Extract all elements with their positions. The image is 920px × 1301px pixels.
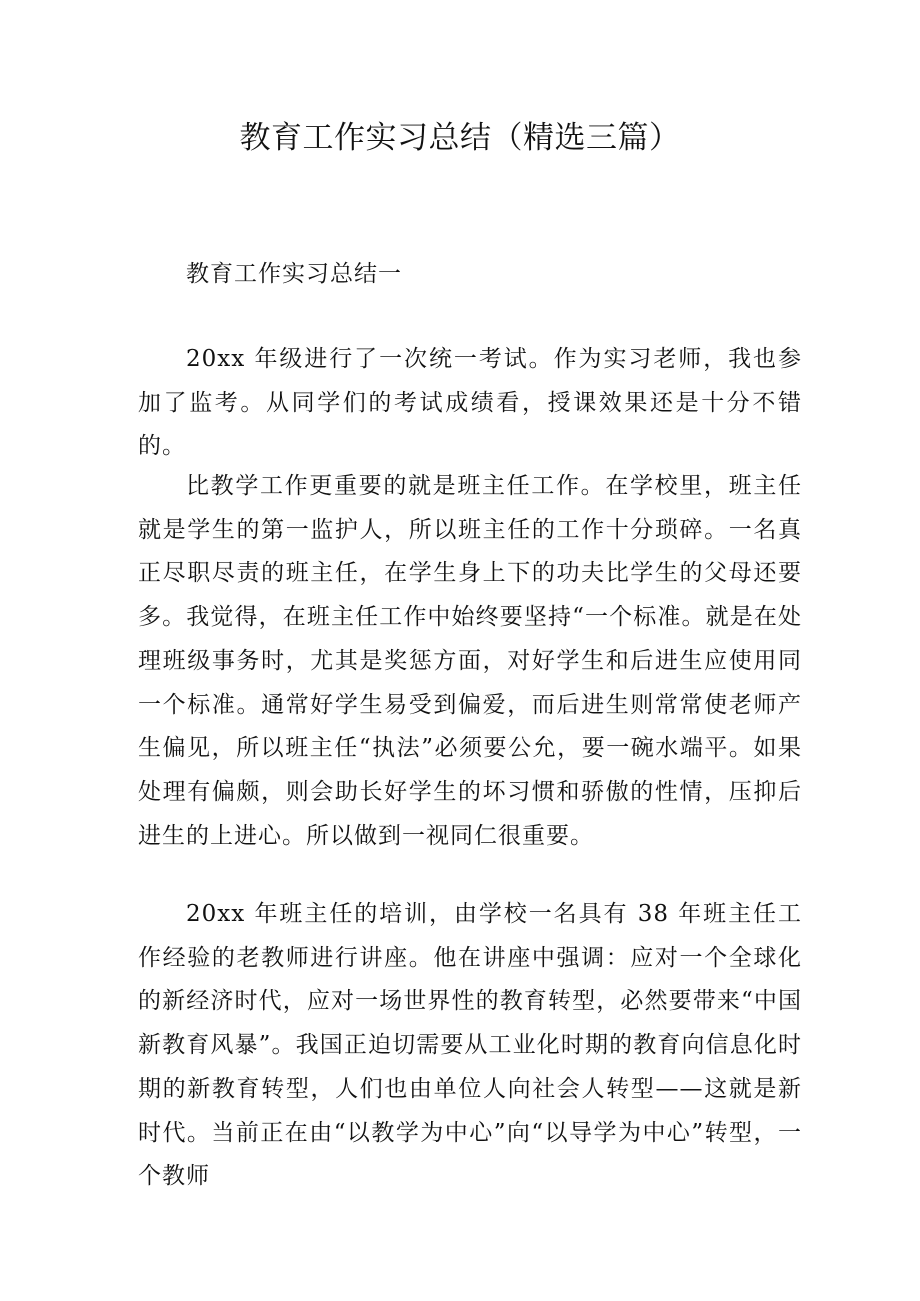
paragraph-1: 20xx 年级进行了一次统一考试。作为实习老师，我也参加了监考。从同学们的考试成绩看，授课效果还是十分不错的。 (138, 346, 802, 460)
section-heading: 教育工作实习总结一 (186, 261, 402, 287)
paragraph-2: 比教学工作更重要的就是班主任工作。在学校里，班主任就是学生的第一监护人，所以班主任的工作十分琐碎。一名真正尽职尽责的班主任，在学生身上下的功夫比学生的父母还要多。我觉得，在班主任工作中始终要坚持“一个标准。就是在处理班级事务时，尤其是奖惩方面，对好学生和后进生应使用同一个标准。通常好学生易受到偏爱，而后进生则常常使老师产生偏见，所以班主任“执法”必须要公允，要一碗水端平。如果处理有偏颇，则会助长好学生的坏习惯和骄傲的性情，压抑后进生的上进心。所以做到一视同仁很重要。 (138, 473, 802, 849)
paragraph-3: 20xx 年班主任的培训，由学校一名具有 38 年班主任工作经验的老教师进行讲座。他在讲座中强调：应对一个全球化的新经济时代，应对一场世界性的教育转型，必然要带来“中国新教育风暴”。我国正迫切需要从工业化时期的教育向信息化时期的新教育转型，人们也由单位人向社会人转型——这就是新时代。当前正在由“以教学为中心”向“以导学为中心”转型，一个教师 (138, 901, 802, 1190)
document-title: 教育工作实习总结（精选三篇） (239, 120, 681, 156)
